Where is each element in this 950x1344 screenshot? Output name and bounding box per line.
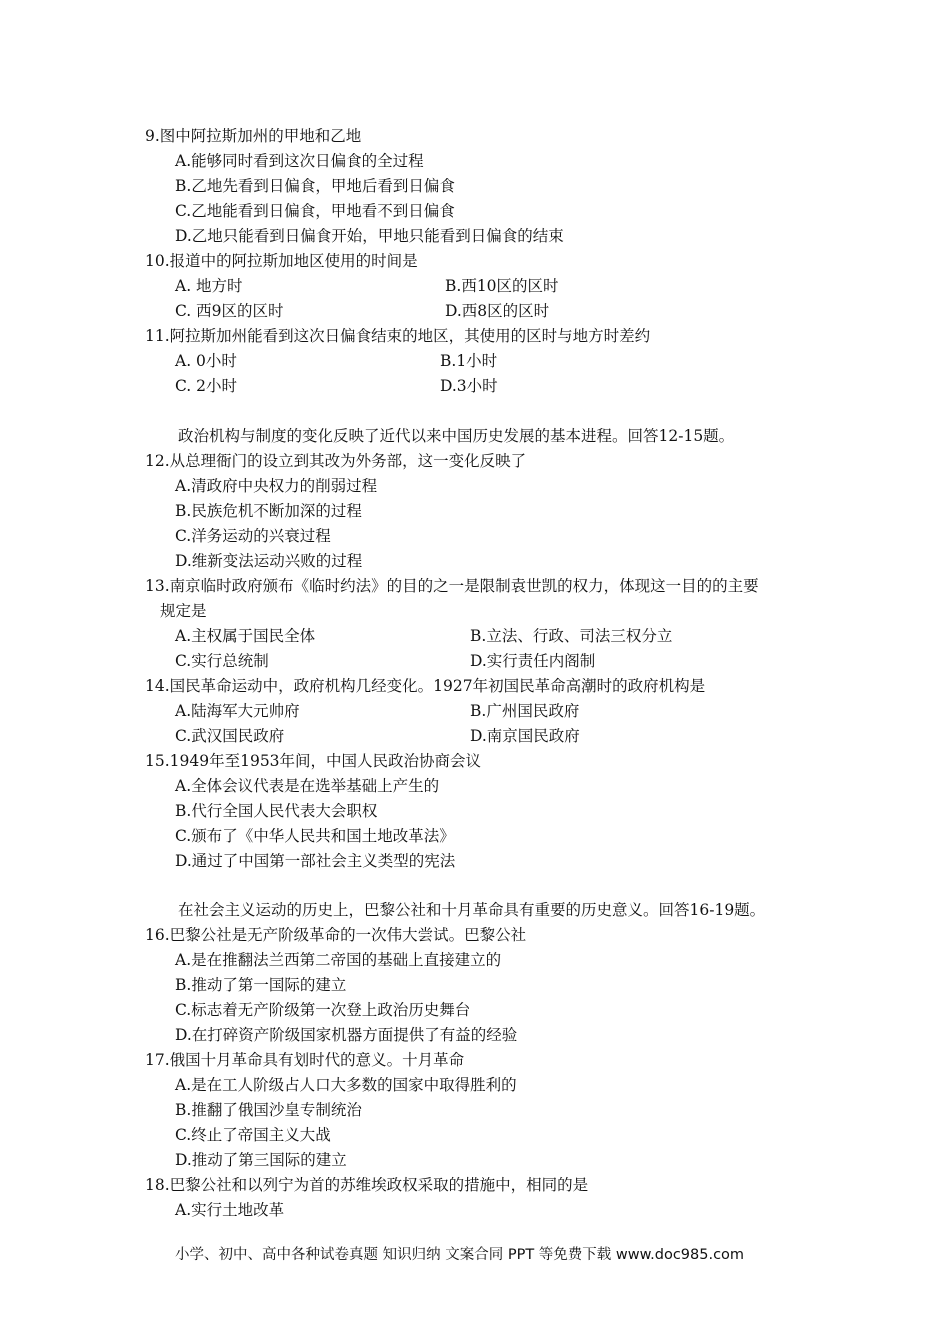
question-13-option-d: D.实行责任内阁制: [470, 652, 596, 670]
question-14-option-b: B.广州国民政府: [470, 702, 580, 720]
question-10-option-d: D.西8区的区时: [445, 302, 550, 320]
question-16-option-d: D.在打碎资产阶级国家机器方面提供了有益的经验: [175, 1026, 518, 1044]
question-11-option-b: B.1小时: [440, 352, 498, 370]
question-10-option-a: A. 地方时: [175, 277, 243, 295]
question-17-option-c: C.终止了帝国主义大战: [175, 1126, 331, 1144]
question-16-stem: 16.巴黎公社是无产阶级革命的一次伟大尝试。巴黎公社: [145, 926, 527, 944]
question-15-option-d: D.通过了中国第一部社会主义类型的宪法: [175, 852, 456, 870]
question-12-stem: 12.从总理衙门的设立到其改为外务部，这一变化反映了: [145, 452, 527, 470]
question-17-option-a: A.是在工人阶级占人口大多数的国家中取得胜利的: [175, 1076, 517, 1094]
question-14-stem: 14.国民革命运动中，政府机构几经变化。1927年初国民革命高潮时的政府机构是: [145, 677, 706, 695]
question-10-option-b: B.西10区的区时: [445, 277, 559, 295]
question-14-option-a: A.陆海军大元帅府: [175, 702, 300, 720]
question-16-option-c: C.标志着无产阶级第一次登上政治历史舞台: [175, 1001, 471, 1019]
question-13-option-a: A.主权属于国民全体: [175, 627, 316, 645]
question-9-option-d: D.乙地只能看到日偏食开始，甲地只能看到日偏食的结束: [175, 227, 564, 245]
question-11-option-c: C. 2小时: [175, 377, 238, 395]
question-9-stem: 9.图中阿拉斯加州的甲地和乙地: [145, 127, 362, 145]
section-intro-16-19: 在社会主义运动的历史上，巴黎公社和十月革命具有重要的历史意义。回答16-19题。: [178, 901, 766, 919]
question-9-option-b: B.乙地先看到日偏食，甲地后看到日偏食: [175, 177, 455, 195]
question-17-option-b: B.推翻了俄国沙皇专制统治: [175, 1101, 362, 1119]
question-12-option-c: C.洋务运动的兴衰过程: [175, 527, 331, 545]
question-12-option-a: A.清政府中央权力的削弱过程: [175, 477, 378, 495]
question-17-option-d: D.推动了第三国际的建立: [175, 1151, 347, 1169]
question-17-stem: 17.俄国十月革命具有划时代的意义。十月革命: [145, 1051, 465, 1069]
question-13-option-b: B.立法、行政、司法三权分立: [470, 627, 673, 645]
question-9-option-c: C.乙地能看到日偏食，甲地看不到日偏食: [175, 202, 455, 220]
question-15-option-b: B.代行全国人民代表大会职权: [175, 802, 378, 820]
question-14-option-d: D.南京国民政府: [470, 727, 580, 745]
question-15-stem: 15.1949年至1953年间，中国人民政治协商会议: [145, 752, 482, 770]
page-footer: 小学、初中、高中各种试卷真题 知识归纳 文案合同 PPT 等免费下载 www.doc985.com: [175, 1247, 745, 1263]
question-18-option-a: A.实行土地改革: [175, 1201, 285, 1219]
question-13-stem-continued: 规定是: [160, 602, 207, 620]
question-15-option-a: A.全体会议代表是在选举基础上产生的: [175, 777, 440, 795]
question-9-option-a: A.能够同时看到这次日偏食的全过程: [175, 152, 424, 170]
question-16-option-a: A.是在推翻法兰西第二帝国的基础上直接建立的: [175, 951, 502, 969]
question-10-option-c: C. 西9区的区时: [175, 302, 284, 320]
section-intro-12-15: 政治机构与制度的变化反映了近代以来中国历史发展的基本进程。回答12-15题。: [178, 427, 735, 445]
question-11-option-a: A. 0小时: [175, 352, 237, 370]
question-16-option-b: B.推动了第一国际的建立: [175, 976, 347, 994]
question-18-stem: 18.巴黎公社和以列宁为首的苏维埃政权采取的措施中，相同的是: [145, 1176, 589, 1194]
question-11-stem: 11.阿拉斯加州能看到这次日偏食结束的地区，其使用的区时与地方时差约: [145, 327, 651, 345]
question-12-option-b: B.民族危机不断加深的过程: [175, 502, 362, 520]
question-13-stem: 13.南京临时政府颁布《临时约法》的目的之一是限制袁世凯的权力，体现这一目的的主要: [145, 577, 759, 595]
question-14-option-c: C.武汉国民政府: [175, 727, 285, 745]
question-11-option-d: D.3小时: [440, 377, 498, 395]
question-13-option-c: C.实行总统制: [175, 652, 269, 670]
question-12-option-d: D.维新变法运动兴败的过程: [175, 552, 363, 570]
question-15-option-c: C.颁布了《中华人民共和国土地改革法》: [175, 827, 455, 845]
question-10-stem: 10.报道中的阿拉斯加地区使用的时间是: [145, 252, 418, 270]
